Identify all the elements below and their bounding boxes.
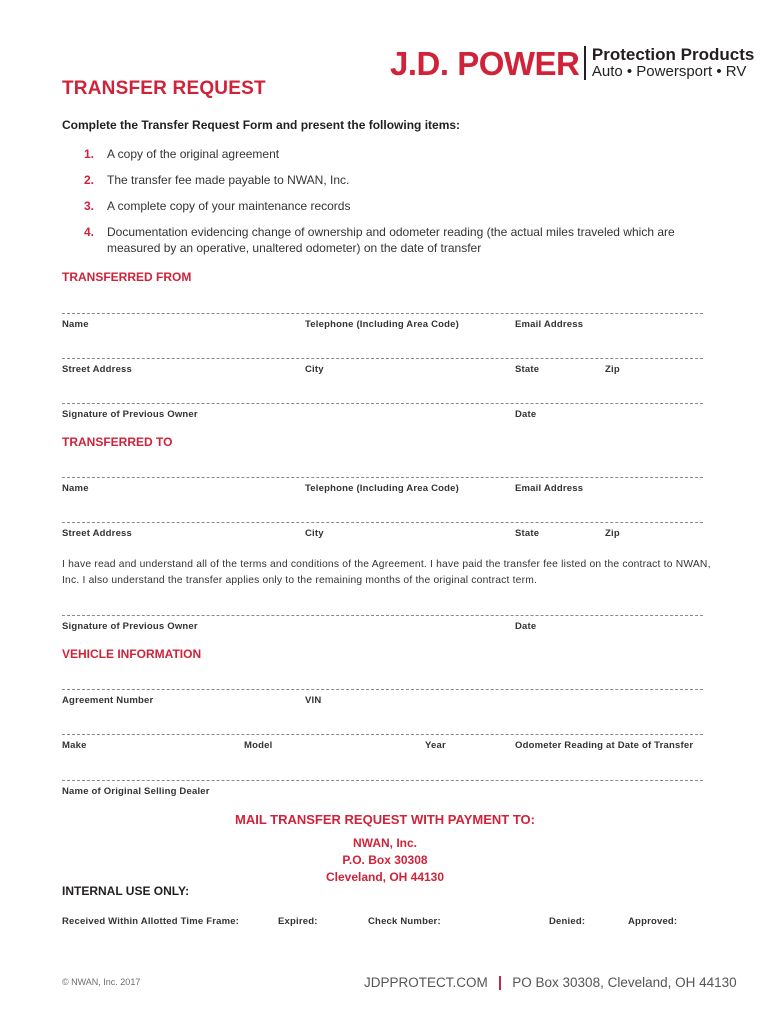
list-item xyxy=(84,198,724,214)
agreement-statement: I have read and understand all of the terms and conditions of the Agreement. I have paid the transfer fee listed on the contract to NWAN, Inc. I also understand the transfer applies only to the remaining months of the original contract term. xyxy=(62,559,711,586)
list-number: 4. xyxy=(84,225,95,239)
to-state-label: State xyxy=(515,528,540,539)
check-number-label: Check Number: xyxy=(368,916,441,927)
to-name-line[interactable] xyxy=(62,477,703,478)
to-zip-label: Zip xyxy=(605,528,620,539)
list-item xyxy=(84,224,724,256)
to-address-line[interactable] xyxy=(62,522,703,523)
from-name-label: Name xyxy=(62,319,89,330)
list-text: The transfer fee made payable to NWAN, Inc. xyxy=(107,173,350,187)
agreement-signature-label: Signature of Previous Owner xyxy=(62,621,198,632)
list-number: 3. xyxy=(84,199,95,213)
requirements-list xyxy=(84,146,724,266)
section-heading-transferred-from: TRANSFERRED FROM xyxy=(62,270,192,284)
footer-website[interactable]: JDPPROTECT.COM xyxy=(364,975,488,990)
denied-label: Denied: xyxy=(549,916,586,927)
to-telephone-label: Telephone (Including Area Code) xyxy=(305,483,459,494)
footer-address: PO Box 30308, Cleveland, OH 44130 xyxy=(512,975,737,990)
logo-segments: Auto • Powersport • RV xyxy=(591,63,747,81)
list-number: 1. xyxy=(84,147,95,161)
mail-city: Cleveland, OH 44130 xyxy=(325,870,445,884)
intro-text: Complete the Transfer Request Form and present the following items: xyxy=(62,118,461,132)
from-street-label: Street Address xyxy=(62,364,133,375)
logo-main-text: J.D. POWER xyxy=(390,44,580,82)
to-street-label: Street Address xyxy=(62,528,133,539)
list-text: A complete copy of your maintenance records xyxy=(107,199,351,213)
list-item xyxy=(84,146,724,162)
vehicle-details-line[interactable] xyxy=(62,734,703,735)
year-label: Year xyxy=(425,740,446,751)
from-signature-line[interactable] xyxy=(62,403,703,404)
list-text: Documentation evidencing change of ownership and odometer reading (the actual miles traveled which are measured by an operative, unaltered odometer) on the date of transfer xyxy=(107,225,675,255)
internal-use-heading: INTERNAL USE ONLY: xyxy=(62,884,190,898)
to-name-label: Name xyxy=(62,483,89,494)
footer-contact xyxy=(364,975,737,990)
from-state-label: State xyxy=(515,364,540,375)
section-heading-transferred-to: TRANSFERRED TO xyxy=(62,435,173,449)
list-number: 2. xyxy=(84,173,95,187)
dealer-line[interactable] xyxy=(62,780,703,781)
from-date-label: Date xyxy=(515,409,537,420)
section-heading-vehicle: VEHICLE INFORMATION xyxy=(62,647,202,661)
vin-label: VIN xyxy=(305,695,322,706)
from-zip-label: Zip xyxy=(605,364,620,375)
list-item xyxy=(84,172,724,188)
approved-label: Approved: xyxy=(628,916,678,927)
logo-protection-products: Protection Products xyxy=(591,45,755,65)
from-telephone-label: Telephone (Including Area Code) xyxy=(305,319,459,330)
received-label: Received Within Allotted Time Frame: xyxy=(62,916,240,927)
to-city-label: City xyxy=(305,528,324,539)
copyright: © NWAN, Inc. 2017 xyxy=(62,977,141,987)
logo-divider xyxy=(584,46,586,80)
footer-divider xyxy=(499,976,502,990)
mail-company: NWAN, Inc. xyxy=(352,836,417,850)
model-label: Model xyxy=(244,740,273,751)
from-email-label: Email Address xyxy=(515,319,584,330)
agreement-date-label: Date xyxy=(515,621,537,632)
from-signature-label: Signature of Previous Owner xyxy=(62,409,198,420)
dealer-label: Name of Original Selling Dealer xyxy=(62,786,210,797)
from-city-label: City xyxy=(305,364,324,375)
jd-power-logo xyxy=(390,42,754,84)
list-text: A copy of the original agreement xyxy=(107,147,280,161)
mail-heading: MAIL TRANSFER REQUEST WITH PAYMENT TO: xyxy=(235,812,535,827)
from-name-line[interactable] xyxy=(62,313,703,314)
odometer-label: Odometer Reading at Date of Transfer xyxy=(515,740,694,751)
to-email-label: Email Address xyxy=(515,483,584,494)
agreement-signature-line[interactable] xyxy=(62,615,703,616)
agreement-number-label: Agreement Number xyxy=(62,695,154,706)
make-label: Make xyxy=(62,740,87,751)
logo-tagline xyxy=(592,46,754,80)
mail-po-box: P.O. Box 30308 xyxy=(342,853,428,867)
from-address-line[interactable] xyxy=(62,358,703,359)
page-title: TRANSFER REQUEST xyxy=(62,78,266,99)
expired-label: Expired: xyxy=(278,916,318,927)
vehicle-agreement-line[interactable] xyxy=(62,689,703,690)
